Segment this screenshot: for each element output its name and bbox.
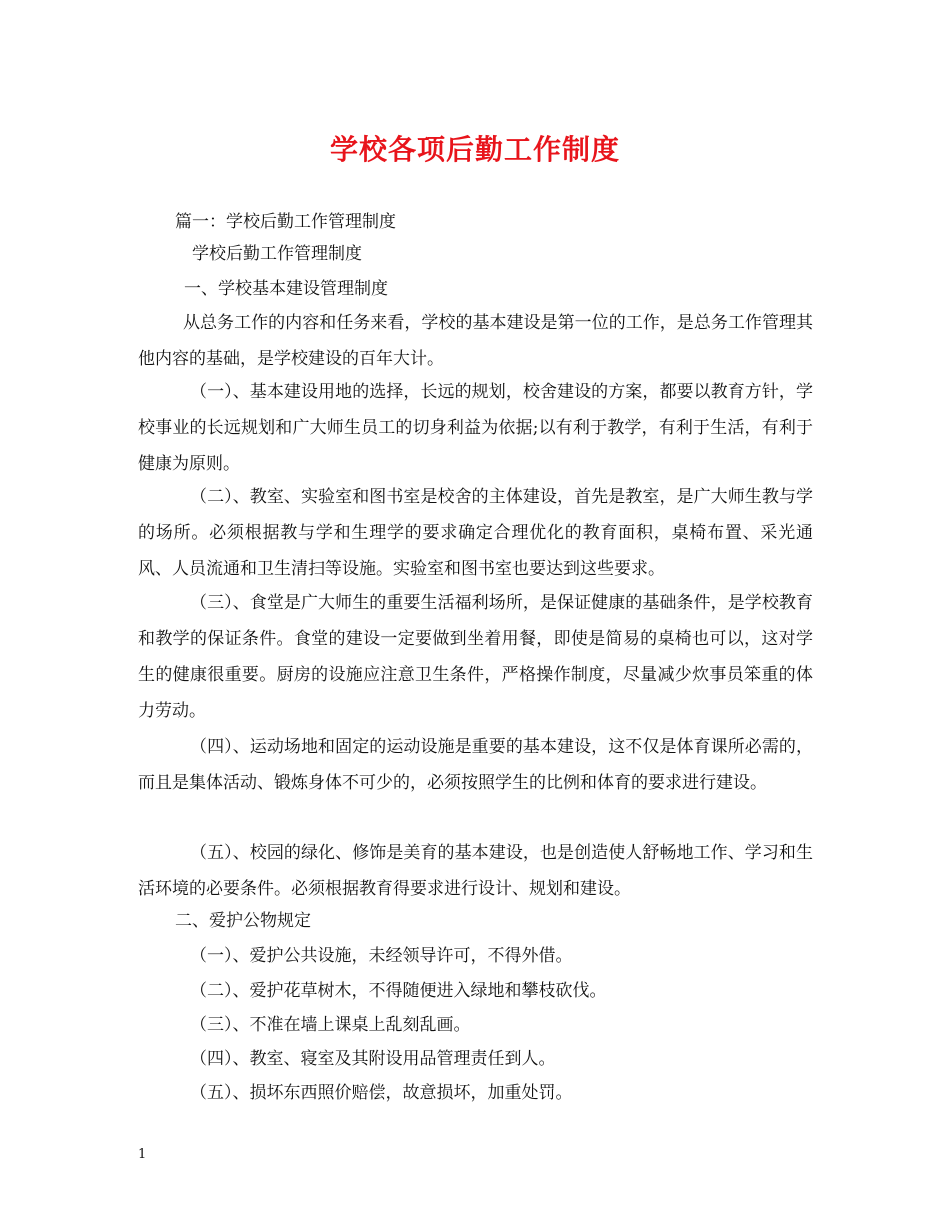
section2-item: （一）、爱护公共设施，未经领导许可，不得外借。 (190, 946, 573, 966)
section1-item: （三）、食堂是广大师生的重要生活福利场所，是保证健康的基础条件，是学校教育和教学的保证条件。食堂的建设一定要做到坐着用餐，即使是简易的桌椅也可以，这对学生的健康很重要。厨房的设施应注意卫生条件，严格操作制度，尽量减少炊事员笨重的体力劳动。 (138, 593, 813, 721)
section1-item: （四）、运动场地和固定的运动设施是重要的基本建设，这不仅是体育课所必需的，而且是集体活动、锻炼身体不可少的，必须按照学生的比例和体育的要求进行建设。 (138, 737, 813, 793)
section1-item: （一）、基本建设用地的选择，长远的规划，校舍建设的方案，都要以教育方针，学校事业的长远规划和广大师生员工的切身利益为依据;以有利于教学，有利于生活，有利于健康为原则。 (138, 382, 813, 474)
section2-item: （四）、教室、寝室及其附设用品管理责任到人。 (190, 1049, 556, 1069)
document-subtitle: 学校后勤工作管理制度 (192, 244, 362, 264)
section1-title: 一、学校基本建设管理制度 (184, 279, 388, 299)
section2-item: （三）、不准在墙上课桌上乱刻乱画。 (190, 1015, 471, 1035)
section1-item: （二）、教室、实验室和图书室是校舍的主体建设，首先是教室，是广大师生教与学的场所。必须根据教与学和生理学的要求确定合理优化的教育面积，桌椅布置、采光通风、人员流通和卫生清扫等设施。实验室和图书室也要达到这些要求。 (138, 487, 813, 579)
part-heading: 篇一：学校后勤工作管理制度 (175, 212, 396, 232)
section2-item: （五）、损坏东西照价赔偿，故意损坏，加重处罚。 (190, 1083, 573, 1103)
section2-title: 二、爱护公物规定 (175, 911, 311, 931)
section1-intro: 从总务工作的内容和任务来看，学校的基本建设是第一位的工作，是总务工作管理其他内容的基础，是学校建设的百年大计。 (138, 313, 813, 369)
document-title: 学校各项后勤工作制度 (329, 133, 620, 166)
section1-item: （五）、校园的绿化、修饰是美育的基本建设，也是创造使人舒畅地工作、学习和生活环境的必要条件。必须根据教育得要求进行设计、规划和建设。 (138, 843, 813, 899)
section2-item: （二）、爱护花草树木，不得随便进入绿地和攀枝砍伐。 (190, 981, 607, 1001)
page-number: 1 (138, 1147, 147, 1162)
